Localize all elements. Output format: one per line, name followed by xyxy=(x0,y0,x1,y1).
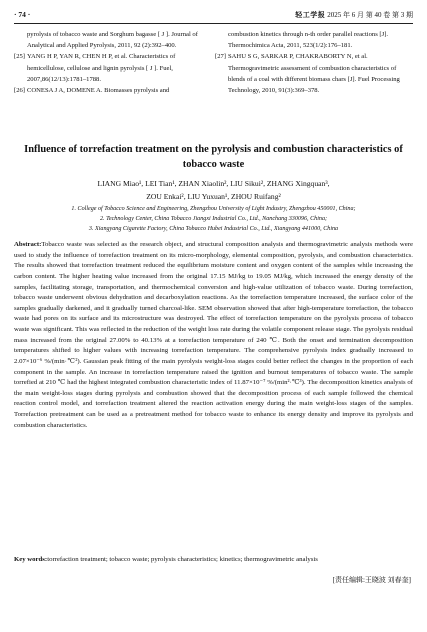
journal-logo: 轻工学报 xyxy=(295,11,326,19)
reference-item: [27] SAHU S G, SARKAR P, CHAKRABORTY N, et al. Thermogravimetric assessment of combustion characteristics of blends of a coal with different biomass chars [J]. Fuel Processing Technology, 2010, 91(3):369–378. xyxy=(215,53,400,95)
abstract-label: Abstract: xyxy=(14,241,42,248)
reference-column-right xyxy=(215,29,413,96)
abstract-text: Tobacco waste was selected as the research object, and structural composition analysis and thermogravimetric analysis methods were used to study the influence of torrefaction treatment on its micro-morphology, elemental composition, pyrolysis, and combustion characteristics. The results showed that torrefaction treatment reduced the equilibrium moisture content and oxygen content of the samples while increasing the carbon content. The higher heating value increased from the original 17.15 MJ/kg to 19.05 MJ/kg, which increased the energy density of the samples, facilitating storage, transportation, and thermochemical conversion and high-value utilization of tobacco waste. During torrefaction, tobacco waste underwent obvious dehydration and decarboxylation reactions. As the torrefaction temperature increased, the surface color of the samples gradually darkened, and it gradually turned charcoal-like. SEM observation showed that after high-temperature torrefaction, the tobacco waste had pores on its surface and its microstructure was destroyed. The effect of torrefaction temperature on the pyrolysis process of tobacco waste was significant. This was reflected in the reduction of the weight loss rate during the volatile component release stage. The pyrolysis residual mass increased from the original 27.00% to 40.13% at a torrefaction temperature of 240 ℃. Both the onset and termination decomposition temperatures shifted to higher values with increasing torrefaction temperature. The comprehensive pyrolysis index gradually increased to 2.07×10⁻⁶ %/(min·℃²). Gaussian peak fitting of the main pyrolysis weight-loss stages could better reflect the changes in the proportion of each component in the sample. An increase in torrefaction temperature raised the ignition and burnout temperatures of tobacco waste. The sample torrefied at 210 ℃ had the highest integrated combustion characteristic index of 11.87×10⁻⁷ %/(min²·℃³). The decomposition kinetics analysis of the main weight-loss stages during pyrolysis and combustion showed that the decomposition process of each sample followed the chemical reaction control model, and torrefaction treatment altered the reaction activation energy during the main weight-loss stages of the samples. Torrefaction pretreatment can be used as a pretreatment method for tobacco waste to enhance its energy density and improve its pyrolysis and combustion characteristics. xyxy=(14,241,413,429)
page-header xyxy=(14,10,413,24)
reference-item: pyrolysis of tobacco waste and Sorghum bagasse [ J ]. Journal of Analytical and Applied Pyrolysis, 2011, 92 (2):392–400. xyxy=(27,31,198,50)
reference-list xyxy=(14,29,413,137)
affiliations xyxy=(14,204,413,234)
header-rule xyxy=(14,23,413,24)
reference-item: [25] YANG H P, YAN R, CHEN H P, et al. Characteristics of hemicellulose, cellulose and lignin pyrolysis [ J ]. Fuel, 2007,86(12/13):1781–1788. xyxy=(14,53,176,83)
reference-item: [26] CONESA J A, DOMENE A. Biomasses pyrolysis and xyxy=(14,87,170,95)
page-number: · 74 · xyxy=(14,10,31,19)
article-title: Influence of torrefaction treatment on the pyrolysis and combustion characteristics of tobacco waste xyxy=(24,144,403,170)
reference-item: combustion kinetics through n-th order parallel reactions [J]. Thermochimica Acta, 2011, 523(1/2):176–181. xyxy=(228,31,389,50)
keywords-label: Key words: xyxy=(14,556,48,563)
authors-line-1: LIANG Miao¹, LEI Tian¹, ZHAN Xiaolin², LIU Sikui², ZHANG Xingquan³, xyxy=(97,179,330,188)
affiliation-1: 1. College of Tobacco Science and Engineering, Zhengzhou University of Light Industry, Zhengzhou 450001, China; xyxy=(71,206,356,212)
keywords-text: torrefaction treatment; tobacco waste; pyrolysis characteristics; kinetics; thermogravimetric analysis xyxy=(47,556,318,563)
authors-line-2: ZOU Enkai², LIU Yuxuan¹, ZHOU Ruifang² xyxy=(146,191,281,201)
editor-note: [责任编辑:王晓波 刘春奎] xyxy=(332,576,411,584)
issue-info: 2025 年 6 月 第 40 卷 第 3 期 xyxy=(327,11,413,19)
affiliation-3: 3. Xiangyang Cigarette Factory, China Tobacco Hubei Industrial Co., Ltd., Xiangyang 441000, China xyxy=(88,226,339,232)
abstract xyxy=(14,240,413,431)
journal-info xyxy=(295,10,413,20)
affiliation-2: 2. Technology Center, China Tobacco Jiangxi Industrial Co., Ltd., Nanchang 330096, China; xyxy=(99,216,328,222)
keywords xyxy=(14,555,413,566)
author-list xyxy=(14,178,413,203)
reference-column-left xyxy=(14,29,204,96)
